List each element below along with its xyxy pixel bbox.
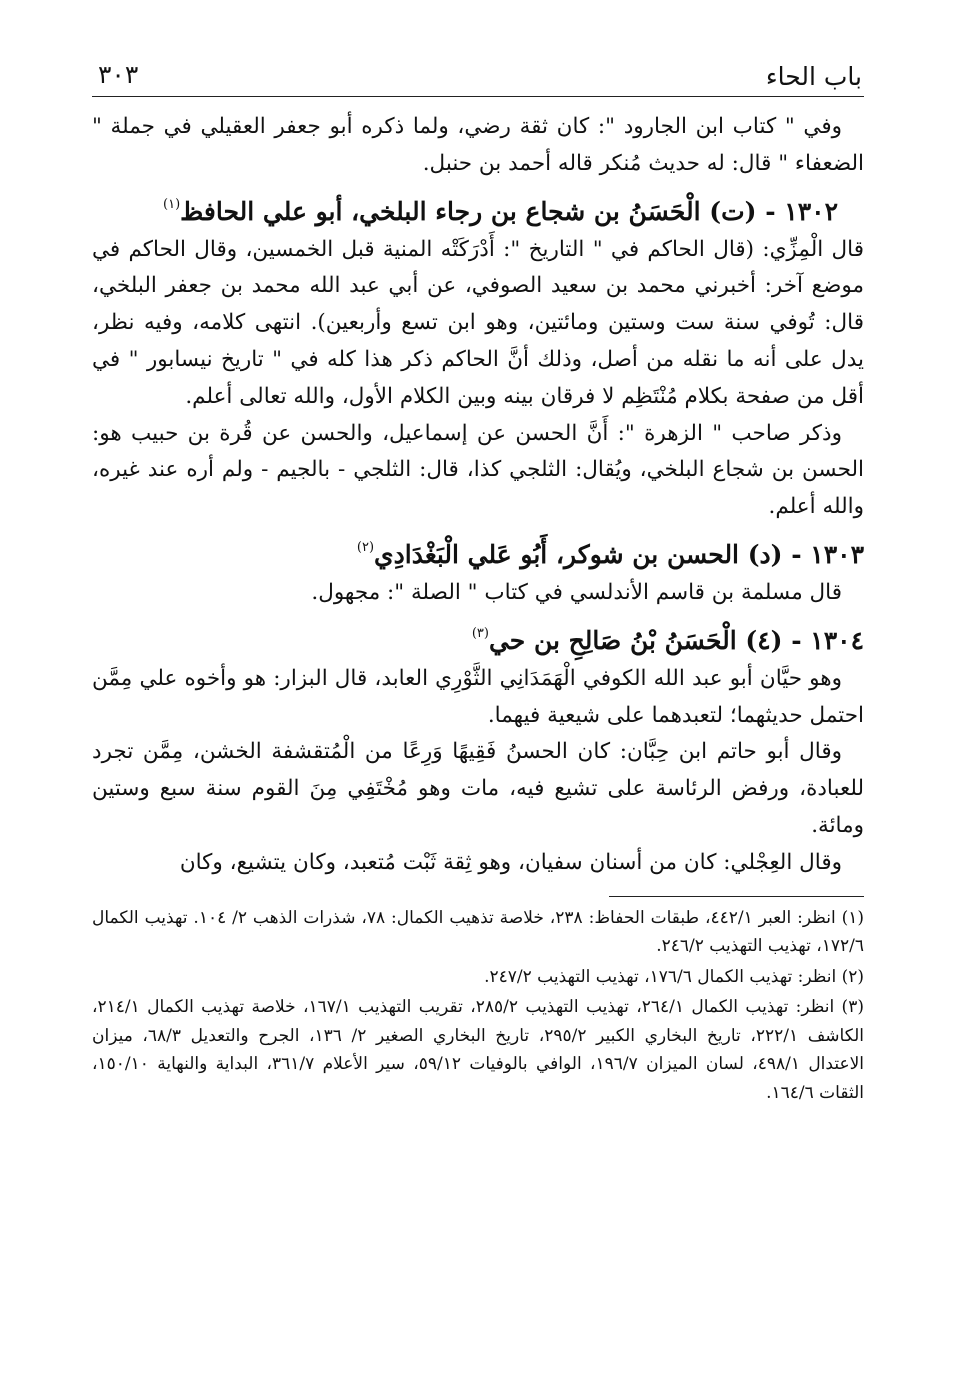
- footnote-ref: (٢): [356, 539, 375, 555]
- book-page: [92, 54, 864, 1109]
- entry-title: ١٣٠٢ - (ت) الْحَسَنُ بن شجاع بن رجاء البلخي، أبو علي الحافظ: [180, 196, 838, 226]
- paragraph: قال الْمِزِّي: (قال الحاكم في " التاريخ ": أَدْرَكَتْه المنية قبل الخمسين، وقال الحاكم في موضع آخر: أخبرني محمد بن سعيد الصوفي، عن أبي عبد الله محمد بن جعفر البلخي، قال: تُوفي سنة ست وستين ومائتين، وهو ابن تسع وأربعين). انتهى كلامه، وفيه نظر، يدل على أنه ما نقله من أصل، وذلك أنَّ الحاكم ذكر هذا كله في " تاريخ نيسابور " في أقل من صفحة بكلام مُنْتَظِم لا فرقان بينه وبين الكلام الأول، والله تعالى أعلم.: [92, 236, 864, 409]
- footnote: (٣) انظر: تهذيب الكمال ٢٦٤/١، تهذيب التهذيب ٢٨٥/٢، تقريب التهذيب ١٦٧/١، خلاصة تهذيب الكمال ٢١٤/١، الكاشف ٢٢٢/١، تاريخ البخاري الكبير ٢٩٥/٢، تاريخ البخاري الصغير ٢/ ١٣٦، الجرح والتعديل ٦٨/٣، ميزان الاعتدال ٤٩٨/١، لسان الميزان ١٩٦/٧، الوافي بالوفيات ٥٩/١٢، سير الأعلام ٣٦١/٧، البداية والنهاية ١٥٠/١٠، الثقات ١٦٤/٦.: [92, 997, 865, 1103]
- page-header: [92, 54, 864, 96]
- paragraph: وقال أبو حاتم ابن حِبَّان: كان الحسنُ فَقِيهًا وَرِعًا من الْمُتقشفة الخشن، مِمَّن تجرد للعبادة، ورفض الرئاسة على تشيع فيه، مات وهو مُخْتَفِي مِنَ القوم سنة سبع وستين ومائة.: [92, 739, 864, 838]
- entry-title: ١٣٠٤ - (٤) الْحَسَنُ بْنُ صَالِحِ بن حي: [488, 625, 864, 655]
- paragraph: وهو حيَّان أبو عبد الله الكوفي الْهَمَدَانِي الثَّوْرِي العابد، قال البزار: هو وأخوه علي مِمَّن احتمل حديثهما؛ لتعبدهما على شيعية فيهما.: [92, 665, 864, 728]
- paragraph: قال مسلمة بن قاسم الأندلسي في كتاب " الصلة ": مجهول.: [311, 579, 842, 605]
- footnote-ref: (٣): [471, 625, 489, 641]
- footnote: (٢) انظر: تهذيب الكمال ١٧٦/٦، تهذيب التهذيب ٢٤٧/٢.: [484, 966, 864, 987]
- footnote-separator: [92, 882, 864, 904]
- paragraph: وفي " كتاب ابن الجارود ": كان ثقة رضي، ولما ذكره أبو جعفر العقيلي في جملة " الضعفاء " قال: له حديث مُنكر قاله أحمد بن حنبل.: [92, 114, 864, 176]
- header-divider: [92, 96, 864, 97]
- chapter-title: باب الحاء: [765, 62, 862, 91]
- entry-heading-1302: [92, 185, 864, 232]
- main-text: [92, 109, 864, 882]
- footnotes: [92, 904, 864, 1108]
- paragraph: وذكر صاحب " الزهرة ": أَنَّ الحسن عن إسماعيل، والحسن عن قُرة بن حبيب هو: الحسن بن شجاع البلخي، ويُقال: الثلجي كذا، قال: الثلجي - بالجيم - ولم أره عند غيره، والله أعلم.: [92, 420, 864, 520]
- paragraph: وقال العِجْلي: كان من أسنان سفيان، وهو ثِقة ثَبْت مُتعبد، وكان يتشيع، وكان: [179, 849, 842, 875]
- footnote-rule: [609, 896, 864, 897]
- footnote-ref: (١): [163, 196, 181, 212]
- entry-heading-1303: [92, 528, 864, 575]
- entry-heading-1304: [92, 614, 864, 661]
- page-number: ٣٠٣: [98, 60, 139, 89]
- entry-title: ١٣٠٣ - (د) الحسن بن شوكر، أَبُو عَلي الْبَغْدَادِي: [374, 539, 864, 569]
- footnote: (١) انظر: العبر ٤٤٢/١، طبقات الحفاظ: ٢٣٨، خلاصة تذهيب الكمال: ٧٨، شذرات الذهب ٢/ ١٠٤. تهذيب الكمال ١٧٢/٦، تهذيب التهذيب ٢٤٦/٢.: [92, 907, 865, 957]
